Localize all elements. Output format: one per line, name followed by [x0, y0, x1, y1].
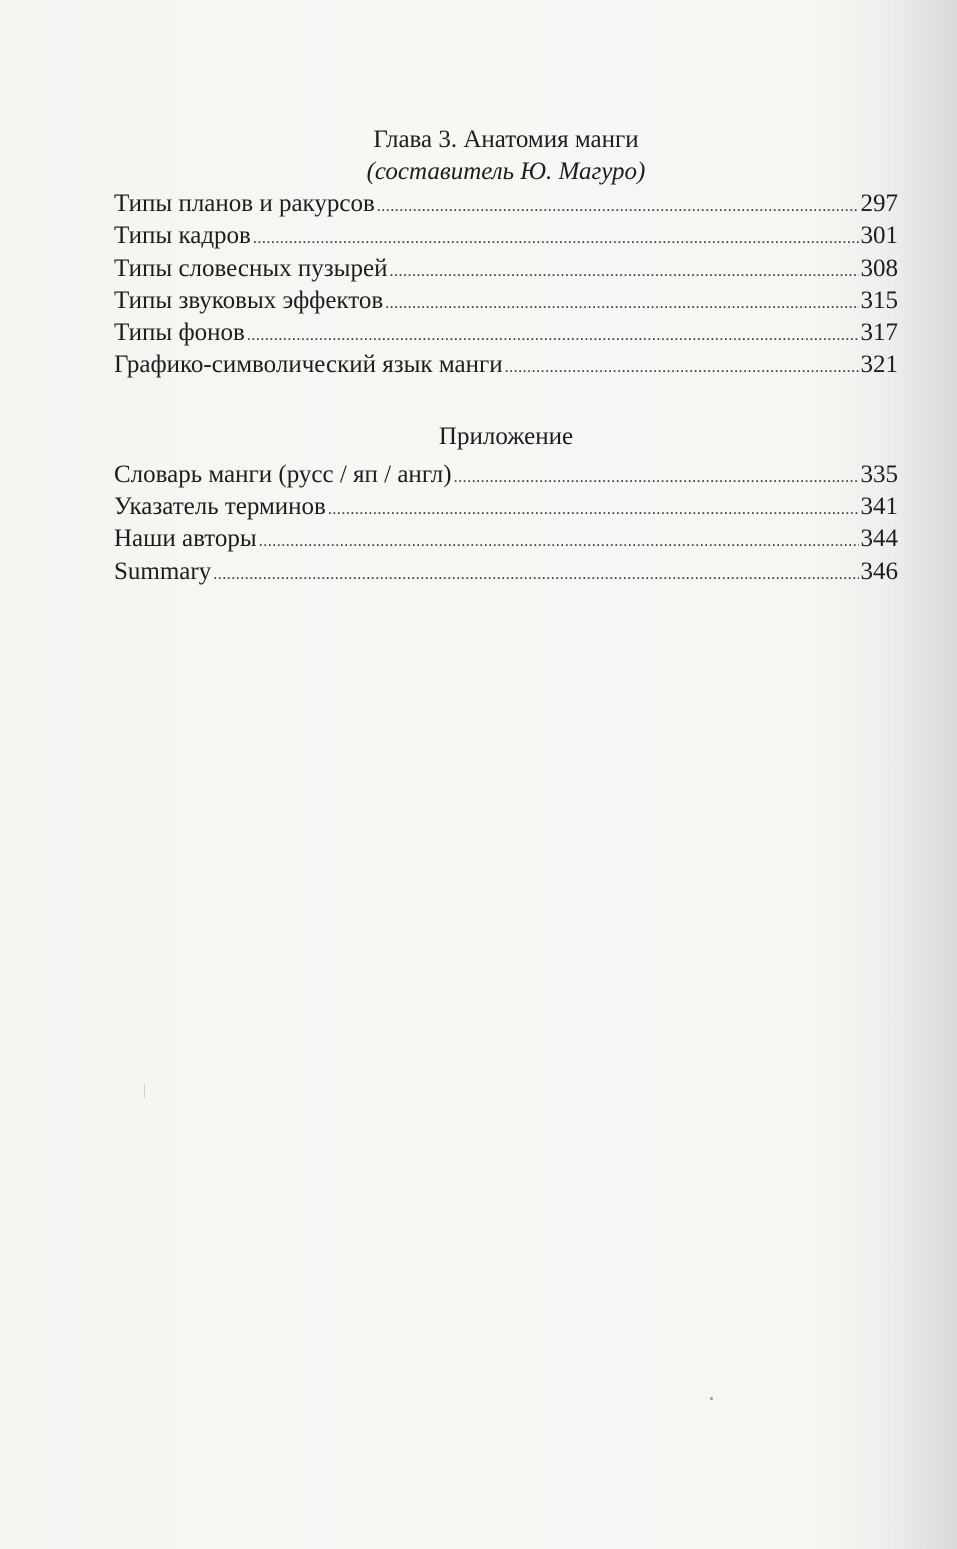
paper-speck: [710, 1397, 713, 1400]
dot-leader: [454, 462, 859, 494]
dot-leader: [385, 288, 858, 320]
toc-entry-title: Указатель терминов: [114, 493, 326, 521]
dot-leader: [213, 559, 858, 591]
dot-leader: [505, 352, 859, 384]
toc-entry[interactable]: [114, 317, 898, 349]
toc-entry[interactable]: [114, 523, 898, 555]
toc-entry-page: 346: [860, 557, 898, 585]
toc-entry[interactable]: [114, 285, 898, 317]
toc-entry[interactable]: [114, 220, 898, 252]
toc-entry[interactable]: [114, 459, 898, 491]
toc-entry-page: 317: [860, 319, 898, 347]
toc-entry-page: 308: [860, 254, 898, 282]
toc-entry-page: 344: [860, 525, 898, 553]
section-spacer: [114, 382, 898, 421]
toc-entry[interactable]: [114, 349, 898, 381]
toc-entry-title: Графико-символический язык манги: [114, 351, 503, 379]
table-of-contents: [114, 124, 898, 588]
appendix-title: Приложение: [438, 422, 574, 450]
toc-entry[interactable]: [114, 188, 898, 220]
dot-leader: [247, 320, 859, 352]
toc-entry-title: Словарь манги (русс / яп / англ): [114, 460, 452, 488]
toc-entry-page: 315: [860, 286, 898, 314]
toc-entry[interactable]: [114, 556, 898, 588]
toc-entry[interactable]: [114, 491, 898, 523]
chapter-3-entries: [114, 188, 898, 382]
toc-entry-title: Типы планов и ракурсов: [114, 190, 375, 217]
toc-entry-page: 341: [860, 493, 898, 521]
appendix-section: [114, 421, 898, 588]
toc-entry-title: Типы словесных пузырей: [114, 254, 388, 282]
toc-entry-title: Наши авторы: [114, 525, 257, 553]
toc-entry-title: Типы кадров: [114, 222, 251, 250]
dot-leader: [259, 526, 859, 558]
dot-leader: [328, 494, 859, 526]
toc-entry-title: Summary: [114, 557, 212, 585]
toc-entry-title: Типы звуковых эффектов: [114, 286, 384, 314]
dot-leader: [377, 191, 859, 223]
toc-entry-page: 297: [860, 190, 898, 217]
dot-leader: [389, 256, 858, 288]
dot-leader: [253, 223, 859, 255]
toc-entry-page: 301: [860, 222, 898, 250]
toc-entry-title: Типы фонов: [114, 319, 245, 347]
paper-speck: [144, 1084, 145, 1098]
toc-entry-page: 321: [860, 351, 898, 379]
toc-entry[interactable]: [114, 253, 898, 285]
toc-entry-page: 335: [860, 460, 898, 488]
chapter-title: Глава 3. Анатомия манги: [373, 126, 639, 153]
chapter-subtitle: (составитель Ю. Магуро): [366, 158, 646, 185]
chapter-3-section: [114, 124, 898, 382]
appendix-entries: [114, 459, 898, 588]
